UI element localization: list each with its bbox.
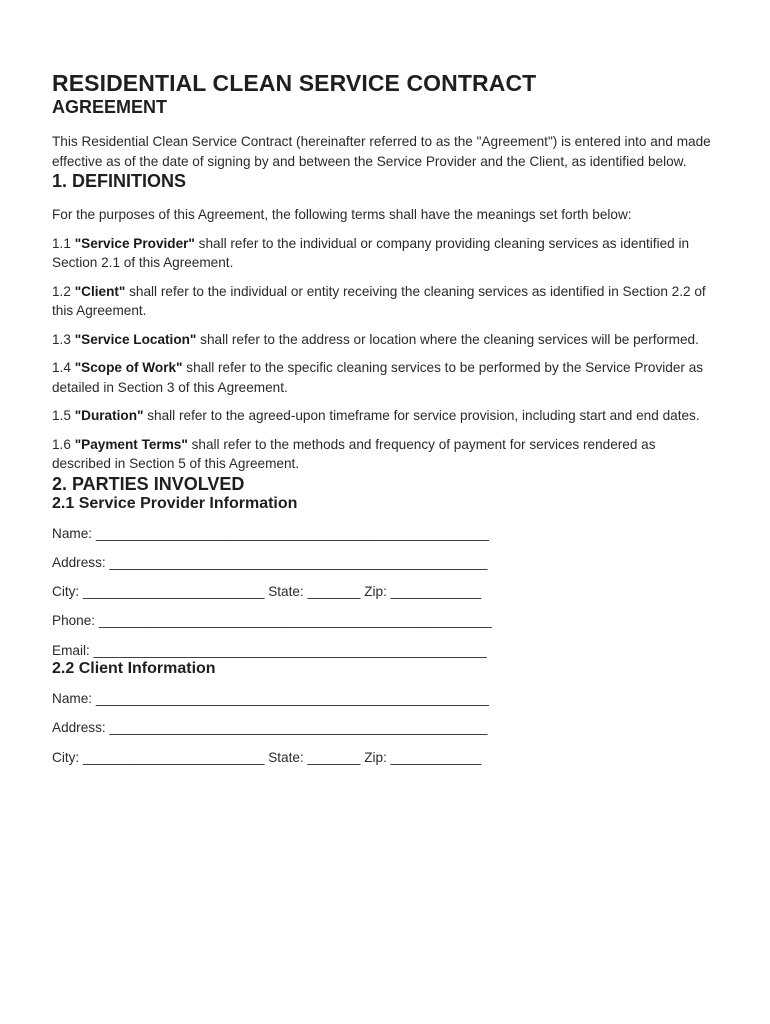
definition-number: 1.1 (52, 235, 71, 251)
sp-address-field[interactable]: Address: __________________________________________________ (52, 554, 488, 570)
definition-item (52, 282, 718, 321)
definition-term: "Client" (74, 283, 126, 299)
client-state-field[interactable]: State: _______ (268, 749, 361, 765)
definition-term: "Service Provider" (74, 235, 195, 251)
definition-number: 1.5 (52, 408, 71, 423)
definition-term: "Payment Terms" (74, 436, 188, 452)
definition-number: 1.6 (52, 436, 71, 452)
client-city-field[interactable]: City: ________________________ (52, 749, 265, 765)
sp-name-field[interactable]: Name: ____________________________________________________ (52, 525, 489, 541)
client-city-state-zip-row (52, 748, 718, 768)
client-heading: 2.2 Client Information (52, 660, 216, 678)
agreement-text: This Residential Clean Service Contract (hereinafter referred to as the "Agreement") is entered into and made effective as of the date of signing by and between the Service Provider and the Client, as identified below. (52, 134, 711, 169)
definition-text: shall refer to the address or location where the cleaning services will be performed. (200, 331, 699, 347)
definition-number: 1.3 (52, 331, 71, 347)
client-address-field[interactable]: Address: __________________________________________________ (52, 720, 488, 736)
definition-term: "Scope of Work" (74, 360, 183, 375)
definition-text: shall refer to the agreed-upon timeframe for service provision, including start and end dates. (147, 408, 700, 423)
sp-email-field[interactable]: Email: ____________________________________________________ (52, 642, 487, 658)
definition-number: 1.4 (52, 360, 71, 375)
definition-term: "Service Location" (74, 331, 197, 347)
definition-item (52, 435, 718, 474)
definition-term: "Duration" (74, 408, 144, 423)
client-name-field[interactable]: Name: ____________________________________________________ (52, 691, 489, 707)
parties-heading: 2. PARTIES INVOLVED (52, 473, 245, 494)
definition-text: shall refer to the specific cleaning services to be performed by the Service Provider as detailed in Section 3 of this Agreement. (52, 360, 704, 395)
definition-item (52, 234, 718, 273)
definition-item (52, 330, 718, 350)
sp-city-field[interactable]: City: ________________________ (52, 584, 265, 600)
sp-city-state-zip-row (52, 582, 718, 602)
definition-item (52, 406, 718, 426)
definition-text: shall refer to the methods and frequency of payment for services rendered as described in Section 5 of this Agreement. (52, 436, 656, 471)
service-provider-heading: 2.1 Service Provider Information (52, 494, 298, 512)
agreement-heading: AGREEMENT (52, 97, 168, 117)
document-title: RESIDENTIAL CLEAN SERVICE CONTRACT (52, 70, 537, 96)
sp-state-field[interactable]: State: _______ (268, 584, 361, 600)
definition-number: 1.2 (52, 283, 71, 299)
definition-text: shall refer to the individual or company providing cleaning services as identified in Section 2.1 of this Agreement. (52, 235, 690, 270)
definitions-intro: For the purposes of this Agreement, the following terms shall have the meanings set forth below: (52, 207, 632, 222)
client-zip-field[interactable]: Zip: ____________ (364, 749, 482, 765)
definition-item (52, 358, 718, 397)
sp-zip-field[interactable]: Zip: ____________ (364, 584, 482, 600)
sp-phone-field[interactable]: Phone: ____________________________________________________ (52, 613, 492, 629)
definitions-heading: 1. DEFINITIONS (52, 171, 187, 191)
definition-text: shall refer to the individual or entity receiving the cleaning services as identified in Section 2.2 of this Agreement. (52, 283, 706, 318)
